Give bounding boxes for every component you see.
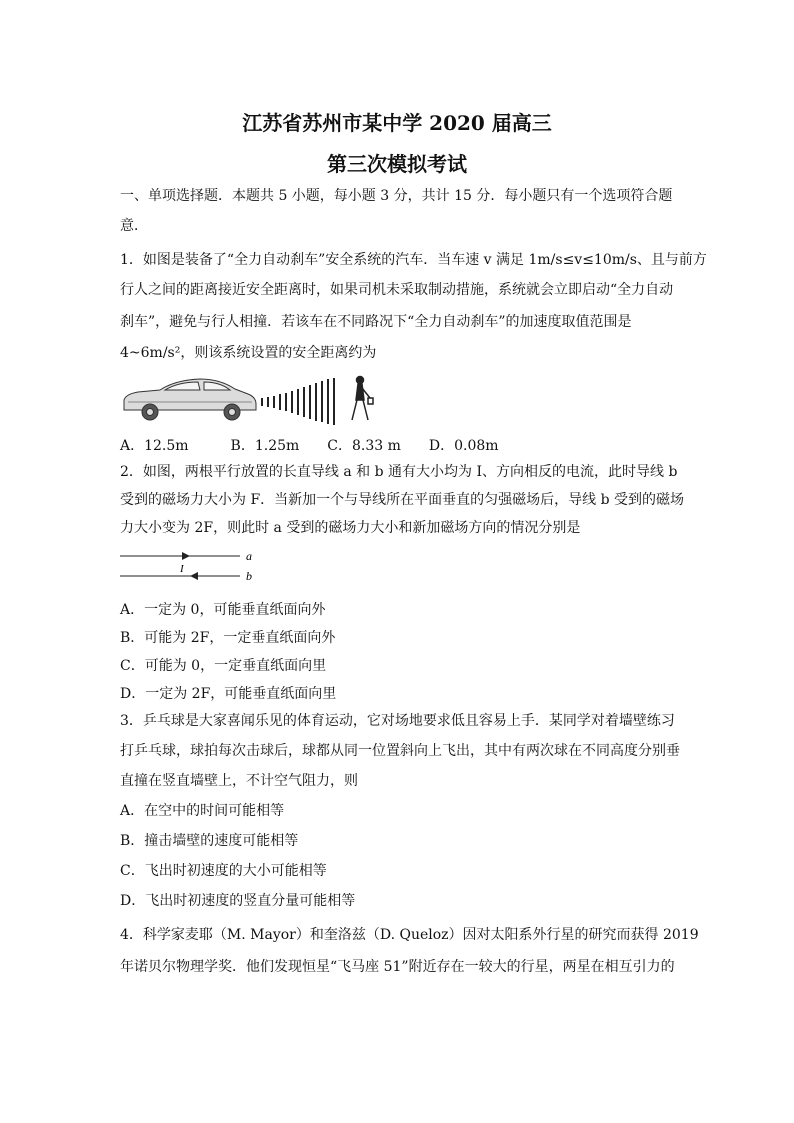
q2-option-a: A．一定为 0，可能垂直纸面向外 [120, 602, 326, 618]
q1-line2: 行人之间的距离接近安全距离时，如果司机未采取制动措施，系统就会立即启动“全力自动 [120, 282, 674, 298]
q1-line1: 1．如图是装备了“全力自动刹车”安全系统的汽车．当车速 v 满足 1m/s≤v≤10m/s、且与前方 [120, 252, 707, 268]
sensor-wave-icon [262, 378, 334, 425]
wire-b-arrow-icon [190, 572, 198, 580]
q3-option-a: A．在空中的时间可能相等 [120, 803, 285, 819]
q2-option-b: B．可能为 2F，一定垂直纸面向外 [120, 630, 336, 646]
q3-option-d: D．飞出时初速度的竖直分量可能相等 [120, 893, 356, 909]
q3-option-c: C．飞出时初速度的大小可能相等 [120, 863, 327, 879]
page-title-line2: 第三次模拟考试 [327, 152, 467, 176]
q3-line1: 3．乒乓球是大家喜闻乐见的体育运动，它对场地要求低且容易上手．某同学对着墙壁练习 [120, 713, 675, 729]
q1-options: A．12.5m B．1.25m C．8.33 m D．0.08m [120, 438, 499, 454]
q1-line3: 刹车”，避免与行人相撞．若该车在不同路况下“全力自动刹车”的加速度取值范围是 [120, 314, 632, 330]
q1-line4: 4~6m/s²，则该系统设置的安全距离约为 [120, 345, 377, 361]
q3-option-b: B．撞击墙壁的速度可能相等 [120, 833, 299, 849]
q2-option-c: C．可能为 0，一定垂直纸面向里 [120, 658, 327, 674]
car-pedestrian-figure [120, 372, 380, 428]
section-intro-line2: 意． [120, 218, 148, 234]
wire-b-label: b [246, 569, 252, 583]
page-title-line1: 江苏省苏州市某中学 2020 届高三 [242, 111, 552, 135]
q4-line2: 年诺贝尔物理学奖．他们发现恒星“飞马座 51”附近存在一较大的行星，两星在相互引力的 [120, 959, 675, 975]
q2-line2: 受到的磁场力大小为 F．当新加一个与导线所在平面垂直的匀强磁场后，导线 b 受到的磁场 [120, 492, 685, 508]
current-label: I [180, 563, 184, 575]
q3-line3: 直撞在竖直墙壁上，不计空气阻力，则 [120, 773, 358, 789]
wire-a-label: a [246, 549, 252, 563]
pedestrian-icon [352, 377, 373, 421]
wire-a-arrow-icon [182, 552, 190, 560]
q3-line2: 打乒乓球，球拍每次击球后，球都从同一位置斜向上飞出，其中有两次球在不同高度分别垂 [120, 743, 680, 759]
q2-line3: 力大小变为 2F，则此时 a 受到的磁场力大小和新加磁场方向的情况分别是 [120, 520, 581, 536]
section-intro-line1: 一、单项选择题．本题共 5 小题，每小题 3 分，共计 15 分．每小题只有一个选项符合题 [120, 188, 673, 204]
q4-line1: 4．科学家麦耶（M. Mayor）和奎洛兹（D. Queloz）因对太阳系外行星的研究而获得 2019 [120, 927, 699, 943]
q2-option-d: D．一定为 2F，可能垂直纸面向里 [120, 686, 337, 702]
q2-line1: 2．如图，两根平行放置的长直导线 a 和 b 通有大小均为 I、方向相反的电流，此时导线 b [120, 464, 678, 480]
car-icon [124, 379, 256, 420]
parallel-wires-figure [120, 548, 270, 586]
